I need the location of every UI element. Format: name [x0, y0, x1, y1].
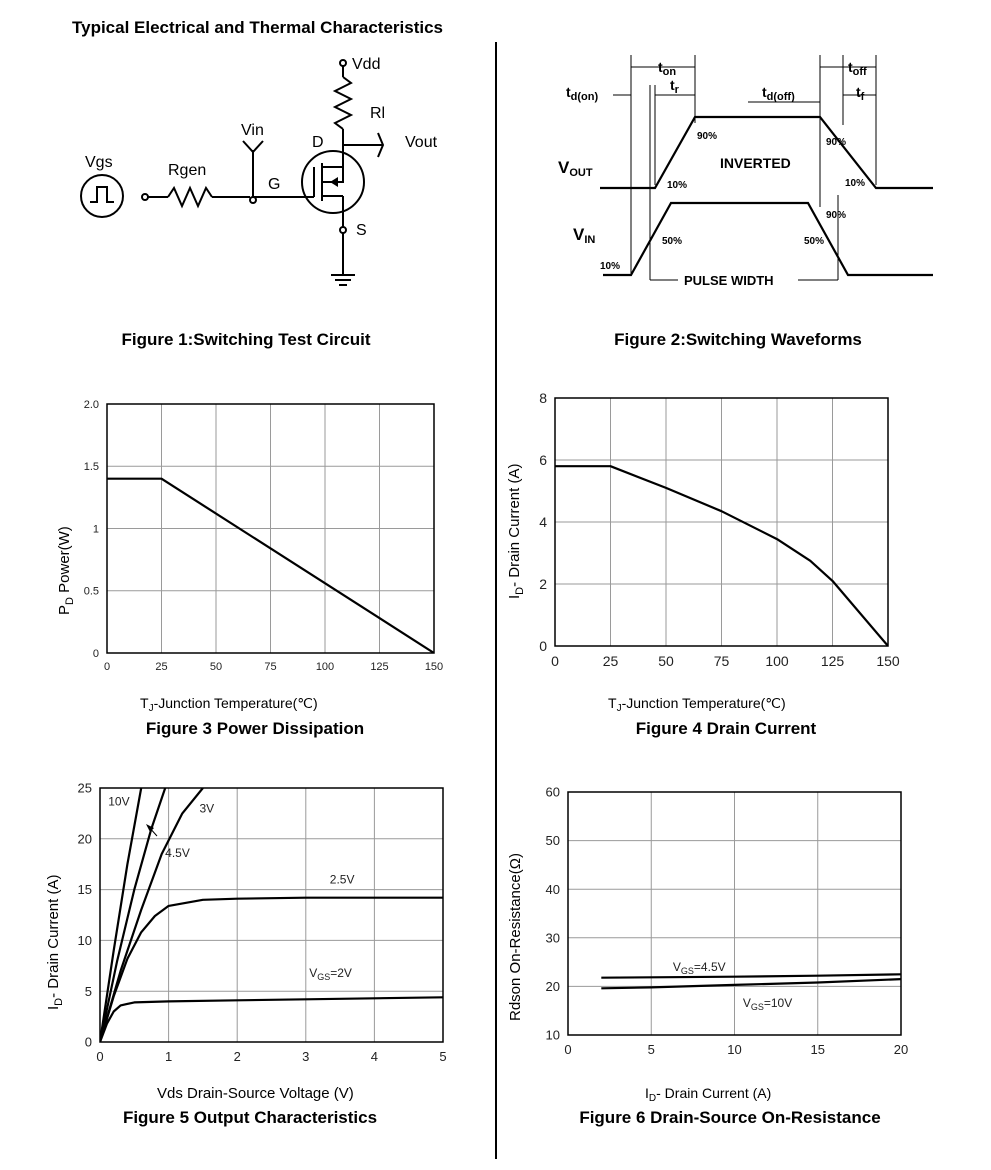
fig3-xtick-label: 25 — [155, 661, 168, 673]
fig5-series-label: 4.5V — [165, 846, 190, 861]
fig4-xtick-label: 150 — [876, 653, 900, 669]
fig4-ytick-label: 4 — [539, 513, 547, 530]
svg-text:tf: tf — [856, 84, 865, 103]
fig6-ytick-label: 30 — [545, 930, 560, 946]
svg-text:tr: tr — [670, 77, 679, 96]
fig3-xtick-label: 125 — [370, 661, 389, 673]
fig4-ytick-label: 2 — [539, 575, 547, 592]
fig2-label-vout: V — [558, 158, 570, 177]
fig5-series-label: 3V — [199, 801, 215, 816]
fig2-label-tdon: t — [566, 84, 571, 100]
fig2-label-50pct-b: 50% — [804, 236, 825, 247]
fig5-ytick-label: 5 — [84, 983, 92, 999]
fig6-series-label: $V_{GS}=4.5V$ — [672, 959, 726, 976]
on-resistance-chart — [500, 778, 920, 1103]
drain-current-chart — [500, 388, 920, 718]
fig5-series-line-vgs-2v — [100, 997, 443, 1042]
fig6-ytick-label: 60 — [545, 784, 560, 800]
svg-text:VIN: VIN — [573, 225, 596, 246]
fig5-xtick-label: 5 — [439, 1049, 447, 1064]
fig3-plot — [84, 399, 443, 673]
switching-test-circuit-diagram — [60, 45, 480, 305]
fig1-label-rgen: Rgen — [168, 162, 207, 179]
fig3-xlabel: $T_J$-Junction Temperature(℃) — [140, 695, 318, 714]
page-title: Typical Electrical and Thermal Characteristics — [72, 18, 444, 37]
fig6-xlabel: $I_D-$ Drain Current (A) — [645, 1085, 772, 1103]
svg-text:ton: ton — [658, 59, 677, 78]
fig5-ytick-label: 20 — [77, 831, 92, 847]
fig1-caption: Figure 1:Switching Test Circuit — [121, 330, 371, 349]
fig3-xtick-label: 75 — [264, 661, 277, 673]
fig4-xtick-label: 75 — [713, 653, 730, 669]
fig5-xtick-label: 1 — [164, 1049, 173, 1064]
fig4-ytick-label: 0 — [539, 637, 547, 654]
fig5-ylabel: $I_D-$ Drain Current (A) — [45, 874, 65, 1010]
fig4-xtick-label: 25 — [602, 653, 619, 669]
fig6-ytick-label: 10 — [545, 1027, 560, 1043]
svg-text:td(off): td(off) — [762, 84, 795, 103]
fig6-series-line-vgs-10v — [601, 979, 901, 988]
fig3-xtick-label: 0 — [103, 661, 111, 673]
fig6-ylabel: Rdson On-Resistance(Ω) — [507, 853, 524, 1021]
fig5-series-line-2-5v — [100, 898, 443, 1042]
fig5-series-label: $V_{GS}=2V$ — [309, 965, 352, 982]
fig5-xtick-label: 3 — [302, 1049, 310, 1064]
fig6-series-line-vgs-4-5v — [601, 974, 901, 977]
fig3-ytick-label: 1 — [92, 523, 99, 536]
fig6-series-label: $V_{GS}=10V$ — [742, 995, 793, 1012]
fig5-ytick-label: 10 — [77, 932, 92, 948]
fig1-label-vdd: Vdd — [352, 56, 381, 73]
fig6-xtick-label: 20 — [893, 1042, 909, 1057]
fig5-ytick-label: 0 — [84, 1034, 92, 1050]
fig2-label-50pct-a: 50% — [662, 236, 683, 247]
fig5-xtick-label: 0 — [96, 1049, 104, 1064]
fig6-caption: Figure 6 Drain-Source On-Resistance — [579, 1108, 881, 1127]
fig1-label-vin: Vin — [241, 122, 264, 139]
fig6-xtick-label: 0 — [564, 1042, 572, 1057]
fig2-label-vin: V — [573, 225, 585, 244]
fig2-label-90pct-b: 90% — [826, 137, 847, 148]
fig5-series-line-10v — [100, 788, 141, 1042]
fig2-label-10pct-c: 10% — [600, 261, 621, 272]
fig3-ytick-label: 1.5 — [83, 461, 99, 474]
output-characteristics-chart — [40, 778, 480, 1103]
svg-text:VOUT: VOUT — [558, 158, 593, 179]
fig5-xtick-label: 2 — [233, 1049, 241, 1064]
switching-waveforms-diagram — [558, 45, 938, 305]
fig6-ytick-label: 20 — [545, 978, 560, 994]
fig4-ytick-label: 8 — [539, 389, 547, 406]
fig3-xtick-label: 150 — [424, 661, 444, 673]
fig4-xtick-label: 0 — [551, 653, 559, 669]
fig4-xlabel: $T_J$-Junction Temperature(℃) — [608, 695, 786, 714]
fig5-caption: Figure 5 Output Characteristics — [122, 1108, 378, 1127]
fig3-xtick-label: 100 — [315, 661, 335, 673]
fig2-label-tr: t — [670, 77, 675, 93]
fig6-ytick-label: 50 — [545, 833, 560, 849]
fig2-label-inverted: INVERTED — [720, 155, 791, 171]
fig3-ytick-label: 0 — [92, 647, 99, 660]
fig2-label-toff: t — [848, 59, 853, 75]
power-dissipation-chart — [40, 390, 480, 715]
fig3-ytick-label: 2.0 — [83, 398, 99, 411]
fig5-xtick-label: 4 — [370, 1049, 379, 1064]
fig4-xtick-label: 125 — [820, 653, 845, 669]
fig4-ytick-label: 6 — [539, 451, 547, 468]
fig1-label-rl: Rl — [370, 105, 386, 122]
fig4-caption: Figure 4 Drain Current — [635, 719, 817, 738]
svg-text:toff: toff — [848, 59, 867, 78]
fig6-plot — [546, 785, 909, 1057]
fig2-label-10pct-a: 10% — [667, 180, 688, 191]
fig4-plot — [539, 390, 900, 669]
fig6-xtick-label: 15 — [810, 1042, 825, 1057]
fig2-label-pulse-width: PULSE WIDTH — [684, 273, 774, 288]
fig5-series-label: 10V — [108, 794, 130, 809]
fig2-label-tdoff: t — [762, 84, 767, 100]
column-divider — [495, 42, 497, 1159]
fig2-label-90pct-c: 90% — [826, 210, 847, 221]
fig2-label-10pct-b: 10% — [845, 178, 866, 189]
fig3-caption: Figure 3 Power Dissipation — [145, 719, 365, 738]
fig5-ytick-label: 15 — [77, 882, 92, 898]
fig6-ytick-label: 40 — [545, 881, 560, 897]
fig5-ytick-label: 25 — [77, 780, 92, 796]
fig4-ylabel: $I_D-$ Drain Current (A) — [506, 463, 526, 599]
fig3-xtick-label: 50 — [209, 661, 223, 673]
svg-text:td(on): td(on) — [566, 84, 599, 103]
fig2-caption: Figure 2:Switching Waveforms — [614, 330, 862, 349]
fig5-plot — [78, 781, 447, 1064]
fig2-label-90pct-a: 90% — [697, 131, 718, 142]
fig1-label-vout: Vout — [405, 134, 438, 151]
fig2-label-ton: t — [658, 59, 663, 75]
fig6-xtick-label: 10 — [727, 1042, 742, 1057]
fig5-xlabel: Vds Drain-Source Voltage (V) — [157, 1085, 354, 1102]
fig4-xtick-label: 100 — [765, 653, 789, 669]
fig3-ylabel: $P_D$ Power(W) — [56, 526, 76, 615]
fig1-label-s: S — [356, 222, 367, 239]
fig1-label-d: D — [312, 134, 324, 151]
fig3-ytick-label: 0.5 — [83, 585, 99, 598]
fig2-label-tf: t — [856, 84, 861, 100]
fig6-xtick-label: 5 — [647, 1042, 655, 1057]
fig4-xtick-label: 50 — [658, 653, 674, 669]
fig1-label-vgs: Vgs — [85, 154, 113, 171]
fig5-series-label: 2.5V — [329, 872, 355, 887]
fig1-label-g: G — [268, 176, 281, 193]
